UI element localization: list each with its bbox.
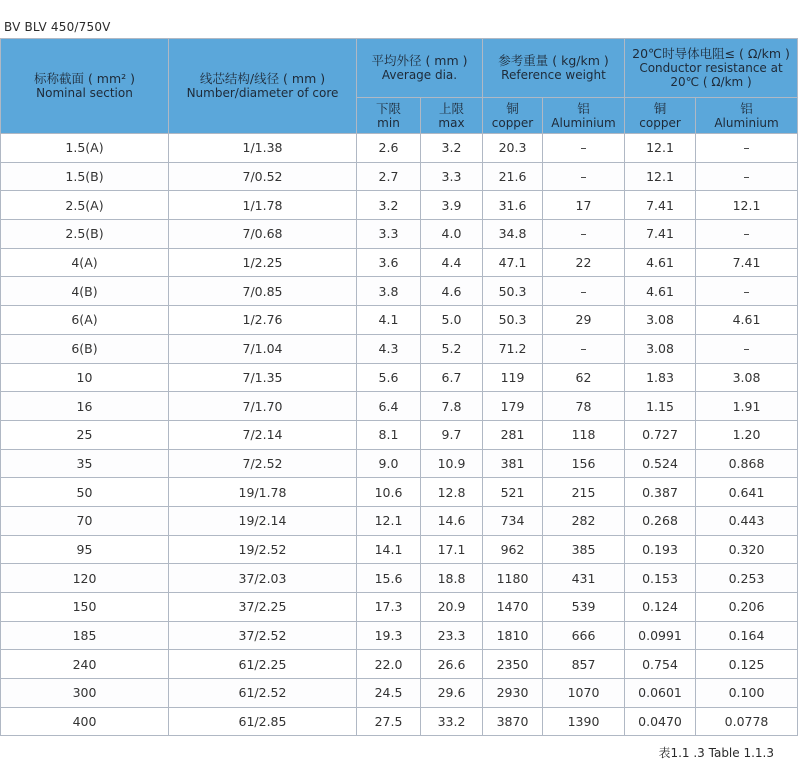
dia-max-cell: 17.1 [421, 535, 483, 564]
core-structure-cell: 1/1.78 [169, 191, 357, 220]
cable-spec-table [0, 38, 798, 736]
dia-max-cell: 18.8 [421, 564, 483, 593]
table-row [1, 220, 798, 249]
weight-aluminium-cell: – [543, 220, 625, 249]
weight-aluminium-cell: – [543, 334, 625, 363]
resistance-aluminium-cell: 1.20 [696, 420, 798, 449]
dia-min-cell: 22.0 [357, 650, 421, 679]
table-row [1, 363, 798, 392]
weight-aluminium-cell: – [543, 277, 625, 306]
nominal-section-cell: 16 [1, 392, 169, 421]
table-caption: 表1.1 .3 Table 1.1.3 [658, 746, 774, 760]
weight-copper-cell: 20.3 [483, 134, 543, 163]
core-structure-cell: 37/2.03 [169, 564, 357, 593]
nominal-section-cell: 2.5(A) [1, 191, 169, 220]
resistance-aluminium-cell: 0.443 [696, 506, 798, 535]
core-structure-cell: 61/2.85 [169, 707, 357, 736]
dia-min-cell: 6.4 [357, 392, 421, 421]
resistance-copper-cell: 1.83 [625, 363, 696, 392]
resistance-aluminium-header-en: Aluminium [714, 115, 779, 130]
resistance-copper-cell: 0.0991 [625, 621, 696, 650]
resistance-aluminium-cell: 7.41 [696, 248, 798, 277]
resistance-header-cn: 20℃时导体电阻≤ ( Ω/km ) [632, 46, 790, 61]
weight-copper-cell: 34.8 [483, 220, 543, 249]
table-row [1, 162, 798, 191]
table-title: BV BLV 450/750V [4, 20, 111, 34]
dia-max-cell: 6.7 [421, 363, 483, 392]
ref-weight-header [483, 39, 625, 98]
dia-max-cell: 14.6 [421, 506, 483, 535]
dia-max-cell: 4.0 [421, 220, 483, 249]
min-header [357, 98, 421, 134]
core-structure-cell: 1/2.25 [169, 248, 357, 277]
core-structure-cell: 7/2.14 [169, 420, 357, 449]
weight-aluminium-cell: 29 [543, 306, 625, 335]
resistance-copper-cell: 4.61 [625, 248, 696, 277]
dia-min-cell: 2.7 [357, 162, 421, 191]
weight-copper-cell: 2930 [483, 679, 543, 708]
core-structure-cell: 7/0.68 [169, 220, 357, 249]
dia-min-cell: 5.6 [357, 363, 421, 392]
nominal-section-cell: 300 [1, 679, 169, 708]
resistance-copper-cell: 0.193 [625, 535, 696, 564]
resistance-copper-cell: 0.153 [625, 564, 696, 593]
weight-aluminium-cell: 666 [543, 621, 625, 650]
core-structure-cell: 7/1.35 [169, 363, 357, 392]
table-row [1, 621, 798, 650]
dia-min-cell: 14.1 [357, 535, 421, 564]
core-structure-cell: 61/2.52 [169, 679, 357, 708]
nominal-section-cell: 120 [1, 564, 169, 593]
nominal-section-cell: 35 [1, 449, 169, 478]
nominal-section-cell: 185 [1, 621, 169, 650]
dia-min-cell: 15.6 [357, 564, 421, 593]
table-row [1, 420, 798, 449]
resistance-copper-cell: 0.0470 [625, 707, 696, 736]
resistance-copper-cell: 7.41 [625, 191, 696, 220]
weight-aluminium-cell: 282 [543, 506, 625, 535]
nominal-section-cell: 10 [1, 363, 169, 392]
resistance-copper-cell: 7.41 [625, 220, 696, 249]
dia-min-cell: 3.6 [357, 248, 421, 277]
resistance-aluminium-cell: 3.08 [696, 363, 798, 392]
weight-copper-cell: 381 [483, 449, 543, 478]
weight-aluminium-cell: 1070 [543, 679, 625, 708]
nominal-section-cell: 1.5(A) [1, 134, 169, 163]
weight-aluminium-cell: 539 [543, 593, 625, 622]
weight-copper-cell: 47.1 [483, 248, 543, 277]
resistance-header-en2: 20℃ ( Ω/km ) [670, 75, 752, 89]
resistance-header-en1: Conductor resistance at [639, 61, 783, 75]
weight-copper-header [483, 98, 543, 134]
table-row [1, 306, 798, 335]
core-structure-cell: 7/1.04 [169, 334, 357, 363]
resistance-aluminium-cell: 0.868 [696, 449, 798, 478]
core-structure-cell: 1/2.76 [169, 306, 357, 335]
dia-max-cell: 9.7 [421, 420, 483, 449]
weight-copper-cell: 50.3 [483, 277, 543, 306]
weight-aluminium-cell: 22 [543, 248, 625, 277]
resistance-aluminium-cell: 1.91 [696, 392, 798, 421]
weight-copper-cell: 1810 [483, 621, 543, 650]
resistance-copper-cell: 0.727 [625, 420, 696, 449]
dia-min-cell: 27.5 [357, 707, 421, 736]
table-row [1, 134, 798, 163]
dia-min-cell: 24.5 [357, 679, 421, 708]
dia-min-cell: 3.8 [357, 277, 421, 306]
core-structure-cell: 7/1.70 [169, 392, 357, 421]
resistance-aluminium-cell: – [696, 162, 798, 191]
dia-min-cell: 4.1 [357, 306, 421, 335]
table-body [1, 134, 798, 736]
resistance-aluminium-cell: 0.125 [696, 650, 798, 679]
nominal-section-cell: 95 [1, 535, 169, 564]
dia-min-cell: 10.6 [357, 478, 421, 507]
resistance-aluminium-cell: 4.61 [696, 306, 798, 335]
weight-aluminium-cell: 78 [543, 392, 625, 421]
dia-max-cell: 3.9 [421, 191, 483, 220]
weight-copper-cell: 2350 [483, 650, 543, 679]
dia-max-cell: 23.3 [421, 621, 483, 650]
nominal-section-cell: 240 [1, 650, 169, 679]
nominal-section-cell: 1.5(B) [1, 162, 169, 191]
table-row [1, 392, 798, 421]
table-row [1, 564, 798, 593]
dia-max-cell: 5.0 [421, 306, 483, 335]
core-structure-cell: 7/2.52 [169, 449, 357, 478]
resistance-aluminium-cell: 0.206 [696, 593, 798, 622]
min-header-en: min [377, 115, 400, 130]
resistance-copper-cell: 0.268 [625, 506, 696, 535]
core-header-cn: 线芯结构/线径 ( mm ) [199, 71, 326, 86]
resistance-header [625, 39, 798, 98]
core-structure-cell: 37/2.25 [169, 593, 357, 622]
table-row [1, 650, 798, 679]
resistance-copper-cell: 12.1 [625, 162, 696, 191]
weight-aluminium-cell: 1390 [543, 707, 625, 736]
nominal-section-header [1, 39, 169, 134]
weight-copper-cell: 1470 [483, 593, 543, 622]
resistance-aluminium-cell: 0.164 [696, 621, 798, 650]
table-row [1, 535, 798, 564]
weight-copper-cell: 734 [483, 506, 543, 535]
weight-aluminium-cell: 857 [543, 650, 625, 679]
resistance-aluminium-cell: 0.0778 [696, 707, 798, 736]
weight-copper-header-cn: 铜 [506, 100, 519, 116]
table-row [1, 334, 798, 363]
weight-copper-cell: 31.6 [483, 191, 543, 220]
core-structure-cell: 1/1.38 [169, 134, 357, 163]
dia-max-cell: 7.8 [421, 392, 483, 421]
resistance-aluminium-header [696, 98, 798, 134]
nominal-section-header-cn: 标称截面 ( mm² ) [33, 71, 136, 86]
weight-copper-cell: 21.6 [483, 162, 543, 191]
weight-copper-cell: 281 [483, 420, 543, 449]
weight-copper-cell: 962 [483, 535, 543, 564]
resistance-aluminium-cell: 0.641 [696, 478, 798, 507]
weight-copper-cell: 50.3 [483, 306, 543, 335]
core-structure-cell: 37/2.52 [169, 621, 357, 650]
dia-min-cell: 12.1 [357, 506, 421, 535]
weight-aluminium-cell: – [543, 162, 625, 191]
weight-copper-cell: 71.2 [483, 334, 543, 363]
dia-max-cell: 29.6 [421, 679, 483, 708]
max-header-en: max [438, 115, 465, 130]
weight-aluminium-cell: 17 [543, 191, 625, 220]
resistance-copper-header-en: copper [639, 115, 681, 130]
weight-copper-cell: 1180 [483, 564, 543, 593]
resistance-aluminium-cell: – [696, 277, 798, 306]
weight-aluminium-cell: 431 [543, 564, 625, 593]
weight-aluminium-cell: 385 [543, 535, 625, 564]
weight-aluminium-cell: 156 [543, 449, 625, 478]
core-structure-cell: 19/2.14 [169, 506, 357, 535]
resistance-copper-cell: 1.15 [625, 392, 696, 421]
core-header-en: Number/diameter of core [186, 86, 339, 100]
core-header [169, 39, 357, 134]
weight-copper-cell: 3870 [483, 707, 543, 736]
dia-min-cell: 2.6 [357, 134, 421, 163]
dia-max-cell: 3.3 [421, 162, 483, 191]
nominal-section-cell: 25 [1, 420, 169, 449]
resistance-copper-cell: 0.754 [625, 650, 696, 679]
weight-aluminium-header-cn: 铝 [577, 100, 590, 116]
dia-max-cell: 26.6 [421, 650, 483, 679]
avg-dia-header [357, 39, 483, 98]
min-header-cn: 下限 [375, 100, 401, 116]
dia-min-cell: 4.3 [357, 334, 421, 363]
dia-max-cell: 3.2 [421, 134, 483, 163]
resistance-copper-cell: 0.524 [625, 449, 696, 478]
table-header [1, 39, 798, 134]
core-structure-cell: 7/0.52 [169, 162, 357, 191]
core-structure-cell: 19/1.78 [169, 478, 357, 507]
ref-weight-header-cn: 参考重量 ( kg/km ) [498, 53, 609, 68]
weight-aluminium-cell: 62 [543, 363, 625, 392]
dia-max-cell: 5.2 [421, 334, 483, 363]
core-structure-cell: 7/0.85 [169, 277, 357, 306]
table-row [1, 478, 798, 507]
resistance-copper-cell: 3.08 [625, 334, 696, 363]
weight-copper-header-en: copper [491, 115, 534, 130]
nominal-section-cell: 150 [1, 593, 169, 622]
dia-max-cell: 20.9 [421, 593, 483, 622]
table-row [1, 277, 798, 306]
resistance-copper-cell: 4.61 [625, 277, 696, 306]
dia-min-cell: 3.3 [357, 220, 421, 249]
max-header [421, 98, 483, 134]
weight-copper-cell: 521 [483, 478, 543, 507]
nominal-section-cell: 4(A) [1, 248, 169, 277]
dia-max-cell: 12.8 [421, 478, 483, 507]
dia-max-cell: 4.4 [421, 248, 483, 277]
dia-max-cell: 4.6 [421, 277, 483, 306]
nominal-section-cell: 4(B) [1, 277, 169, 306]
weight-copper-cell: 119 [483, 363, 543, 392]
nominal-section-cell: 70 [1, 506, 169, 535]
resistance-copper-cell: 3.08 [625, 306, 696, 335]
dia-min-cell: 17.3 [357, 593, 421, 622]
resistance-copper-header [625, 98, 696, 134]
core-structure-cell: 61/2.25 [169, 650, 357, 679]
avg-dia-header-cn: 平均外径 ( mm ) [371, 53, 468, 68]
table-row [1, 248, 798, 277]
resistance-aluminium-cell: 0.253 [696, 564, 798, 593]
resistance-aluminium-cell: 0.100 [696, 679, 798, 708]
ref-weight-header-en: Reference weight [501, 68, 606, 82]
nominal-section-cell: 2.5(B) [1, 220, 169, 249]
core-structure-cell: 19/2.52 [169, 535, 357, 564]
resistance-aluminium-cell: 0.320 [696, 535, 798, 564]
table-row [1, 191, 798, 220]
weight-aluminium-cell: 215 [543, 478, 625, 507]
dia-min-cell: 9.0 [357, 449, 421, 478]
resistance-aluminium-cell: – [696, 334, 798, 363]
resistance-aluminium-cell: – [696, 134, 798, 163]
weight-aluminium-cell: 118 [543, 420, 625, 449]
table-row [1, 506, 798, 535]
weight-aluminium-header-en: Aluminium [551, 115, 616, 130]
resistance-copper-cell: 0.387 [625, 478, 696, 507]
dia-max-cell: 10.9 [421, 449, 483, 478]
nominal-section-cell: 6(A) [1, 306, 169, 335]
nominal-section-cell: 50 [1, 478, 169, 507]
table-row [1, 593, 798, 622]
dia-min-cell: 19.3 [357, 621, 421, 650]
resistance-aluminium-cell: – [696, 220, 798, 249]
dia-min-cell: 3.2 [357, 191, 421, 220]
max-header-cn: 上限 [438, 100, 464, 116]
resistance-copper-header-cn: 铜 [653, 100, 667, 116]
weight-aluminium-cell: – [543, 134, 625, 163]
resistance-aluminium-cell: 12.1 [696, 191, 798, 220]
weight-copper-cell: 179 [483, 392, 543, 421]
resistance-copper-cell: 0.124 [625, 593, 696, 622]
dia-min-cell: 8.1 [357, 420, 421, 449]
resistance-aluminium-header-cn: 铝 [740, 100, 753, 116]
nominal-section-cell: 6(B) [1, 334, 169, 363]
nominal-section-header-en: Nominal section [36, 86, 133, 100]
resistance-copper-cell: 0.0601 [625, 679, 696, 708]
weight-aluminium-header [543, 98, 625, 134]
resistance-copper-cell: 12.1 [625, 134, 696, 163]
avg-dia-header-en: Average dia. [381, 68, 458, 82]
table-row [1, 707, 798, 736]
table-row [1, 679, 798, 708]
nominal-section-cell: 400 [1, 707, 169, 736]
table-row [1, 449, 798, 478]
dia-max-cell: 33.2 [421, 707, 483, 736]
